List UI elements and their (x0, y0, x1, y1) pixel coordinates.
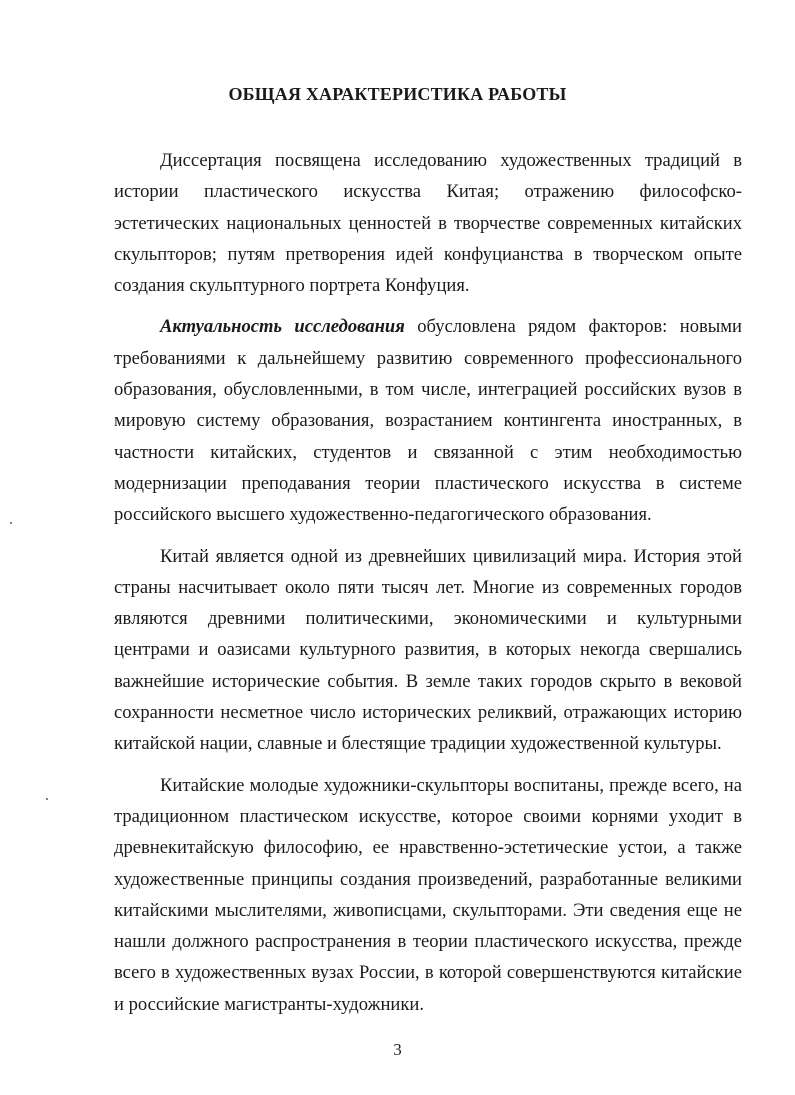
paragraph-lead: Актуальность исследования (160, 316, 405, 338)
paragraph-text: обусловлена рядом факторов: новыми требованиями к дальнейшему развитию современного профессионального образования, обусловленными, в том числе, интеграцией российских вузов в мировую систему образования, возрастанием контингента иностранных, в частности китайских, студентов и связанной с этим необходимостью модернизации преподавания теории пластического искусства в системе российского высшего художественно-педагогического образования. (114, 316, 742, 526)
paragraph-text: Китайские молодые художники-скульпторы воспитаны, прежде всего, на традиционном пластическом искусстве, которое своими корнями уходит в древнекитайскую философию, ее нравственно-эстетические устои, а также художественные принципы создания произведений, разработанные великими китайскими мыслителями, живописцами, скульпторами. Эти сведения еще не нашли должного распространения в теории пластического искусства, прежде всего в художественных вузах России, в которой совершенствуются китайские и российские магистранты-художники. (114, 774, 742, 1015)
paragraph-text: Диссертация посвящена исследованию художественных традиций в истории пластического искусства Китая; отражению философско-эстетических национальных ценностей в творчестве современных китайских скульпторов; путям претворения идей конфуцианства в творческом опыте создания скульптурного портрета Конфуция. (114, 150, 742, 297)
paragraph-china-history (114, 541, 742, 760)
paragraph-sculptors (114, 770, 742, 1020)
paragraph-text: Китай является одной из древнейших цивилизаций мира. История этой страны насчитывает около пяти тысяч лет. Многие из современных городов являются древними политическими, экономическими и культурными центрами и оазисами культурного развития, в которых некогда свершались важнейшие исторические события. В земле таких городов скрыто в вековой сохранности несметное число исторических реликвий, отражающих историю китайской нации, славные и блестящие традиции художественной культуры. (114, 545, 742, 755)
scan-speck (10, 522, 12, 524)
paragraph-relevance (114, 311, 742, 530)
body-text (114, 145, 742, 1020)
section-heading: ОБЩАЯ ХАРАКТЕРИСТИКА РАБОТЫ (228, 84, 567, 104)
scan-speck (46, 798, 48, 800)
paragraph-topic (114, 145, 742, 301)
page-number: 3 (393, 1040, 402, 1059)
